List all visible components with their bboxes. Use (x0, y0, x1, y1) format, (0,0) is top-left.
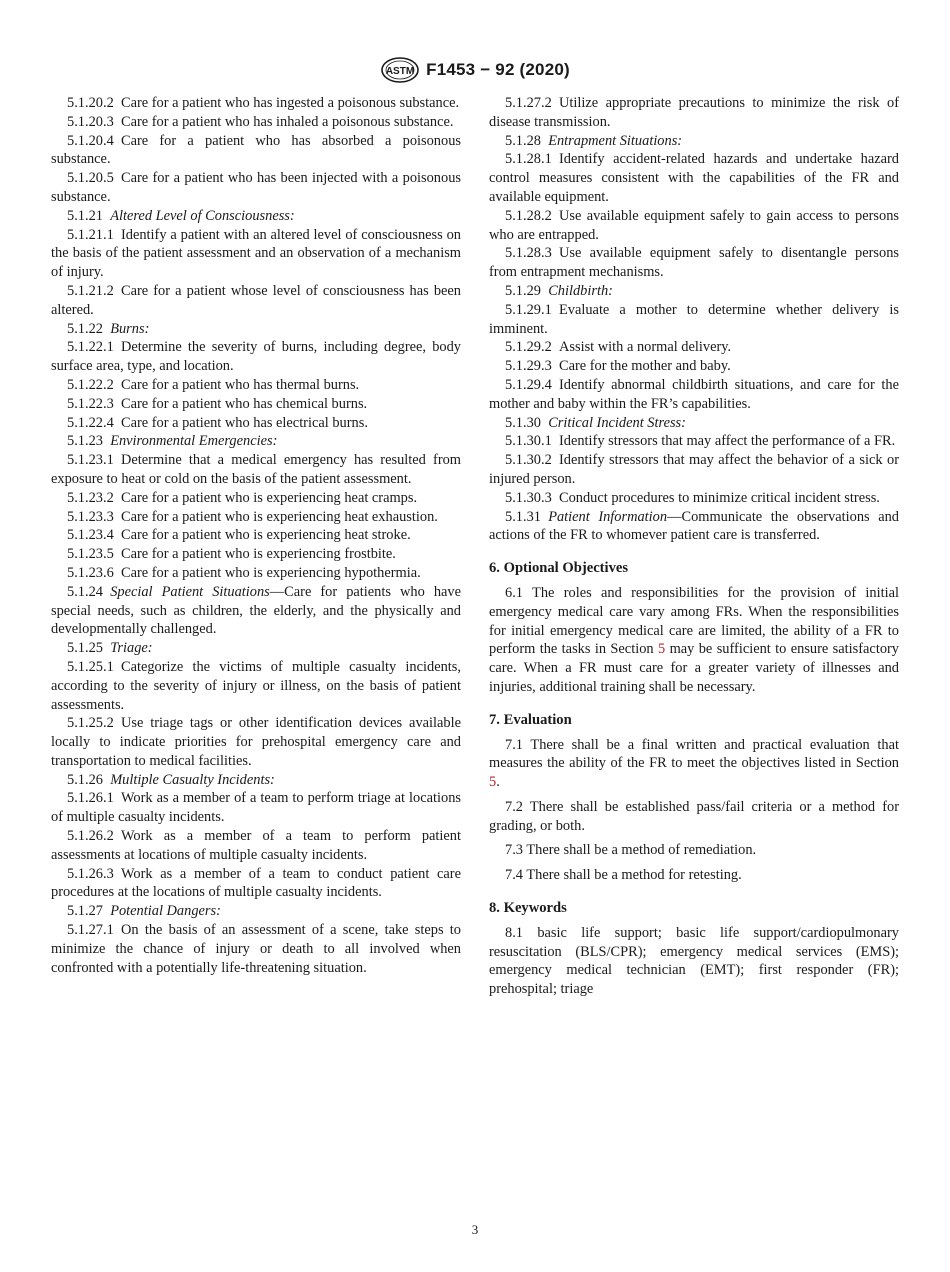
clause-number: 5.1.22.3 (67, 395, 114, 412)
clause-number: 5.1.28.3 (505, 245, 552, 262)
clause-5-1-26 (51, 771, 461, 790)
clause-text: Care for a patient who has chemical burns. (120, 395, 368, 412)
clause-number: 5.1.25 (67, 640, 103, 657)
clause-number: 5.1.29.4 (505, 376, 552, 393)
clause-text: Assist with a normal delivery. (558, 339, 732, 356)
clause-5-1-25 (51, 639, 461, 658)
clause-number: 5.1.27.2 (505, 95, 552, 111)
clause-text: Conduct procedures to minimize critical incident stress. (558, 489, 880, 506)
clause-title: Triage: (110, 640, 153, 657)
clause-number: 5.1.25.1 (67, 658, 114, 675)
clause-number: 5.1.31 (505, 508, 541, 525)
clause-text: Work as a member of a team to conduct patient care procedures at the locations of multiple casualty incidents. (51, 865, 461, 901)
paragraph-text: . (496, 774, 500, 791)
clause-text: Identify accident-related hazards and undertake hazard control measures consistent with the capabilities of the FR and available equipment. (489, 151, 899, 205)
clause-text: Evaluate a mother to determine whether delivery is imminent. (489, 301, 899, 337)
clause-number: 5.1.23.5 (67, 546, 114, 563)
clause-5-1-30 (489, 414, 899, 433)
clause-5-1-26-3 (51, 865, 461, 903)
clause-5-1-30-3 (489, 489, 899, 508)
clause-5-1-27-1 (51, 921, 461, 977)
clause-text: Care for a patient who has inhaled a poisonous substance. (120, 113, 454, 130)
clause-number: 5.1.26.1 (67, 790, 114, 807)
section-5-link[interactable]: 5 (657, 641, 666, 658)
paragraph-number: 8.1 (505, 924, 523, 941)
clause-number: 5.1.21 (67, 207, 103, 224)
clause-number: 5.1.28 (505, 132, 541, 149)
clause-text: —Communicate the observations and actions of the FR to whomever patient care is transferred. (489, 508, 899, 544)
clause-number: 5.1.23.2 (67, 489, 114, 506)
paragraph-text: There shall be a final written and practical evaluation that measures the ability of the FR to meet the objectives listed in Section (489, 736, 899, 772)
clause-text: Determine the severity of burns, including degree, body surface area, type, and location. (51, 339, 461, 375)
clause-5-1-26-2 (51, 827, 461, 865)
clause-text: Care for a patient who has absorbed a poisonous substance. (51, 132, 461, 168)
section-8-title: 8. Keywords (489, 900, 567, 917)
clause-5-1-23-6 (51, 564, 461, 583)
clause-5-1-21 (51, 207, 461, 226)
clause-number: 5.1.29 (505, 282, 541, 299)
paragraph-7-3 (489, 841, 899, 860)
paragraph-text: There shall be established pass/fail criteria or a method for grading, or both. (489, 798, 899, 834)
clause-5-1-30-2 (489, 451, 899, 489)
clause-5-1-26-1 (51, 789, 461, 827)
clause-5-1-27 (51, 902, 461, 921)
clause-text: Identify stressors that may affect the behavior of a sick or injured person. (489, 452, 899, 487)
clause-title: Entrapment Situations: (548, 132, 683, 149)
clause-text: Care for a patient whose level of consciousness has been altered. (51, 282, 461, 318)
paragraph-number: 7.2 (505, 798, 523, 815)
clause-text: Determine that a medical emergency has resulted from exposure to heat or cold on the basis of the patient assessment. (51, 452, 461, 487)
clause-5-1-22-4 (51, 414, 461, 433)
clause-5-1-29-3 (489, 357, 899, 376)
clause-text: Identify stressors that may affect the performance of a FR. (558, 433, 896, 450)
clause-number: 5.1.29.1 (505, 301, 552, 318)
astm-logo (380, 56, 420, 84)
clause-5-1-20-2 (51, 94, 461, 113)
paragraph-text: may be sufficient to ensure satisfactory care. When a FR must care for a greater variety of illnesses and injuries, additional training shall be necessary. (489, 641, 899, 695)
clause-5-1-27-2 (489, 94, 899, 132)
paragraph-text: basic life support; basic life support/cardiopulmonary resuscitation (BLS/CPR); emergency medical services (EMS); emergency medical technician (EMT); first responder (FR); prehospital; triage (489, 924, 899, 998)
clause-5-1-21-1 (51, 226, 461, 282)
paragraph-6-1 (489, 584, 899, 697)
clause-title: Altered Level of Consciousness: (110, 207, 295, 224)
paragraph-7-1 (489, 736, 899, 792)
clause-number: 5.1.23.4 (67, 527, 114, 544)
clause-text: Care for a patient who is experiencing frostbite. (120, 546, 396, 563)
right-column (489, 94, 899, 999)
clause-title: Environmental Emergencies: (110, 433, 278, 450)
clause-number: 5.1.22 (67, 320, 103, 337)
clause-text: Care for a patient who has been injected with a poisonous substance. (51, 170, 461, 205)
paragraph-7-2 (489, 798, 899, 836)
clause-text: Utilize appropriate precautions to minimize the risk of disease transmission. (489, 95, 899, 130)
clause-text: Care for a patient who is experiencing heat exhaustion. (120, 508, 438, 525)
clause-title: Childbirth: (548, 282, 613, 299)
paragraph-number: 7.4 (505, 867, 523, 884)
clause-number: 5.1.21.2 (67, 282, 114, 299)
clause-5-1-29-4 (489, 376, 899, 414)
clause-number: 5.1.26.3 (67, 865, 114, 882)
clause-5-1-23-4 (51, 526, 461, 545)
left-column (51, 94, 461, 977)
paragraph-number: 7.3 (505, 842, 523, 859)
clause-text: Care for the mother and baby. (558, 358, 731, 375)
clause-number: 5.1.21.1 (67, 226, 114, 243)
section-7-title: 7. Evaluation (489, 711, 572, 728)
clause-text: Care for a patient who is experiencing hypothermia. (120, 564, 421, 581)
clause-5-1-28 (489, 132, 899, 151)
clause-text: Categorize the victims of multiple casualty incidents, according to the severity of injury or illness, on the basis of patient assessments. (51, 658, 461, 713)
clause-number: 5.1.22.1 (67, 339, 114, 356)
clause-5-1-20-5 (51, 169, 461, 207)
section-5-link[interactable]: 5 (489, 774, 497, 791)
clause-text: Use available equipment safely to disentangle persons from entrapment mechanisms. (489, 245, 899, 281)
clause-number: 5.1.23.1 (67, 452, 114, 469)
clause-title: Special Patient Situations (110, 583, 270, 600)
clause-5-1-23-2 (51, 489, 461, 508)
clause-5-1-25-1 (51, 658, 461, 714)
clause-number: 5.1.29.2 (505, 339, 552, 356)
clause-number: 5.1.26.2 (67, 828, 114, 845)
clause-text: Identify a patient with an altered level of consciousness on the basis of the patient assessment and an observation of a mechanism of injury. (51, 226, 461, 281)
clause-5-1-24 (51, 583, 461, 639)
clause-5-1-31 (489, 508, 899, 546)
clause-number: 5.1.23.3 (67, 508, 114, 525)
clause-text: Use triage tags or other identification devices available locally to indicate priorities for prehospital emergency care and transportation to medical facilities. (51, 715, 461, 769)
paragraph-text: There shall be a method of remediation. (526, 842, 757, 859)
clause-title: Critical Incident Stress: (548, 414, 686, 431)
clause-5-1-20-4 (51, 132, 461, 170)
paragraph-8-1 (489, 924, 899, 999)
clause-text: Work as a member of a team to perform patient assessments at locations of multiple casualty incidents. (51, 828, 461, 863)
clause-number: 5.1.20.4 (67, 132, 114, 149)
clause-number: 5.1.30.3 (505, 489, 552, 506)
clause-5-1-20-3 (51, 113, 461, 132)
clause-number: 5.1.20.5 (67, 170, 114, 187)
right-column-items (489, 94, 899, 545)
clause-5-1-21-2 (51, 282, 461, 320)
clause-number: 5.1.27.1 (67, 922, 114, 939)
clause-number: 5.1.24 (67, 583, 103, 600)
clause-5-1-23-5 (51, 545, 461, 564)
page-number: 3 (471, 1222, 479, 1237)
clause-number: 5.1.27 (67, 903, 103, 920)
paragraph-number: 6.1 (505, 584, 523, 601)
clause-number: 5.1.23.6 (67, 564, 114, 581)
clause-number: 5.1.20.3 (67, 113, 114, 130)
clause-number: 5.1.30.1 (505, 433, 552, 450)
paragraph-text: The roles and responsibilities for the provision of initial emergency medical care vary among FRs. When the responsibilities for initial emergency medical care are limited, the ability of a FR to perform the tasks in Section (489, 584, 899, 658)
clause-text: Care for a patient who has electrical burns. (120, 414, 368, 431)
clause-number: 5.1.20.2 (67, 95, 114, 111)
clause-title: Patient Information (548, 508, 668, 525)
clause-5-1-23-1 (51, 451, 461, 489)
logo-text: ASTM (385, 66, 415, 77)
paragraph-7-4 (489, 866, 899, 885)
clause-number: 5.1.25.2 (67, 715, 114, 732)
clause-number: 5.1.23 (67, 433, 103, 450)
clause-text: Care for a patient who is experiencing heat cramps. (120, 489, 418, 506)
clause-number: 5.1.29.3 (505, 358, 552, 375)
clause-5-1-29-2 (489, 338, 899, 357)
clause-5-1-28-1 (489, 150, 899, 206)
clause-5-1-22 (51, 320, 461, 339)
clause-5-1-25-2 (51, 714, 461, 770)
clause-number: 5.1.26 (67, 771, 103, 788)
section-6-title: 6. Optional Objectives (489, 560, 629, 577)
clause-number: 5.1.28.2 (505, 207, 552, 224)
clause-5-1-30-1 (489, 432, 899, 451)
clause-5-1-22-3 (51, 395, 461, 414)
clause-text: Care for a patient who has thermal burns. (120, 376, 360, 393)
clause-text: Work as a member of a team to perform triage at locations of multiple casualty incidents. (51, 790, 461, 826)
page-header (0, 56, 950, 84)
standard-designation: F1453 − 92 (2020) (426, 60, 570, 79)
clause-text: —Care for patients who have special needs, such as children, the elderly, and the physically and developmentally challenged. (51, 583, 462, 638)
clause-text: Use available equipment safely to gain access to persons who are entrapped. (489, 207, 899, 243)
clause-text: Care for a patient who has ingested a poisonous substance. (120, 95, 460, 111)
clause-number: 5.1.22.4 (67, 414, 114, 431)
clause-5-1-22-1 (51, 338, 461, 376)
clause-text: On the basis of an assessment of a scene, take steps to minimize the chance of injury or death to all involved when confronted with a potentially life-threatening situation. (51, 922, 461, 976)
clause-number: 5.1.22.2 (67, 376, 114, 393)
clause-title: Burns: (110, 320, 150, 337)
clause-5-1-29 (489, 282, 899, 301)
clause-5-1-23 (51, 432, 461, 451)
clause-5-1-28-3 (489, 244, 899, 282)
paragraph-text: There shall be a method for retesting. (526, 867, 742, 884)
clause-5-1-22-2 (51, 376, 461, 395)
clause-5-1-28-2 (489, 207, 899, 245)
paragraph-number: 7.1 (505, 736, 523, 753)
clause-5-1-23-3 (51, 508, 461, 527)
clause-number: 5.1.30 (505, 414, 541, 431)
clause-number: 5.1.30.2 (505, 452, 552, 469)
clause-title: Potential Dangers: (110, 903, 221, 920)
clause-5-1-29-1 (489, 301, 899, 339)
clause-text: Identify abnormal childbirth situations, and care for the mother and baby within the FR’s capabilities. (489, 376, 899, 412)
clause-title: Multiple Casualty Incidents: (110, 771, 275, 788)
clause-number: 5.1.28.1 (505, 151, 552, 168)
clause-text: Care for a patient who is experiencing heat stroke. (120, 527, 411, 544)
